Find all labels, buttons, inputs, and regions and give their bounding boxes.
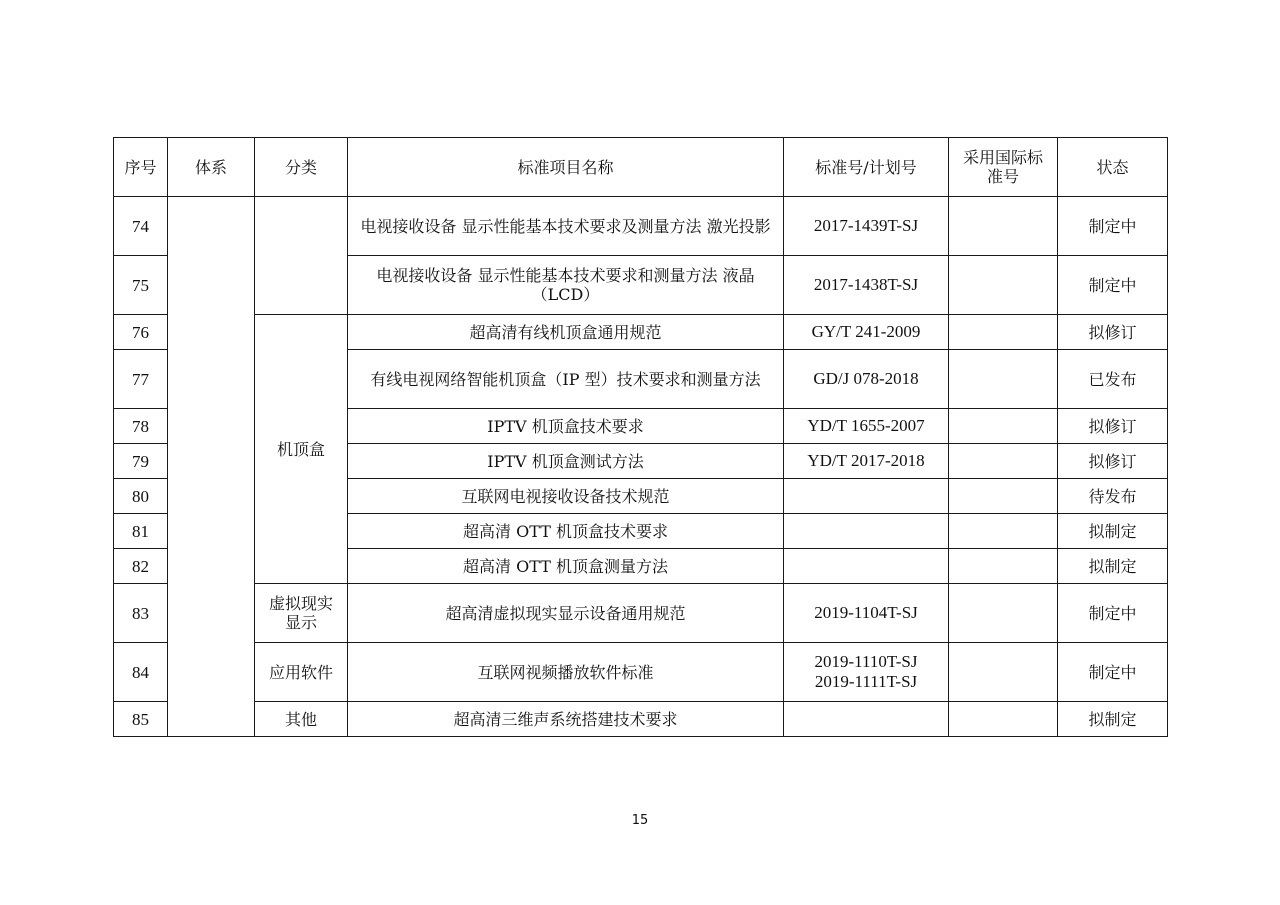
- cell-seq: 83: [114, 584, 168, 643]
- cell-status: 拟制定: [1058, 702, 1168, 737]
- cell-intl: [949, 584, 1058, 643]
- cell-code: 2017-1439T-SJ: [784, 197, 949, 256]
- cell-name: 超高清三维声系统搭建技术要求: [348, 702, 784, 737]
- cell-category: 虚拟现实显示: [255, 584, 348, 643]
- cell-code: [784, 479, 949, 514]
- cell-code: YD/T 2017-2018: [784, 444, 949, 479]
- cell-intl: [949, 479, 1058, 514]
- table-row: [114, 643, 1168, 702]
- cell-seq: 84: [114, 643, 168, 702]
- cell-seq: 85: [114, 702, 168, 737]
- cell-name: 互联网视频播放软件标准: [348, 643, 784, 702]
- cell-category: 其他: [255, 702, 348, 737]
- cell-code: [784, 702, 949, 737]
- header-code: 标准号/计划号: [784, 138, 949, 197]
- cell-seq: 81: [114, 514, 168, 549]
- header-intl: 采用国际标准号: [949, 138, 1058, 197]
- cell-seq: 80: [114, 479, 168, 514]
- cell-category: 机顶盒: [255, 315, 348, 584]
- cell-name: 互联网电视接收设备技术规范: [348, 479, 784, 514]
- cell-name: 电视接收设备 显示性能基本技术要求及测量方法 激光投影: [348, 197, 784, 256]
- cell-seq: 82: [114, 549, 168, 584]
- header-name: 标准项目名称: [348, 138, 784, 197]
- cell-status: 制定中: [1058, 643, 1168, 702]
- cell-name: 有线电视网络智能机顶盒（IP 型）技术要求和测量方法: [348, 350, 784, 409]
- cell-code: [784, 643, 949, 702]
- cell-status: 拟制定: [1058, 514, 1168, 549]
- header-category: 分类: [255, 138, 348, 197]
- cell-system: [168, 197, 255, 737]
- cell-code: 2019-1104T-SJ: [784, 584, 949, 643]
- cell-name: IPTV 机顶盒技术要求: [348, 409, 784, 444]
- cell-seq: 76: [114, 315, 168, 350]
- table-row: [114, 197, 1168, 256]
- cell-intl: [949, 197, 1058, 256]
- cell-status: 制定中: [1058, 197, 1168, 256]
- cell-name: 超高清 OTT 机顶盒测量方法: [348, 549, 784, 584]
- cell-name: IPTV 机顶盒测试方法: [348, 444, 784, 479]
- cell-name: 超高清 OTT 机顶盒技术要求: [348, 514, 784, 549]
- cell-seq: 77: [114, 350, 168, 409]
- cell-intl: [949, 549, 1058, 584]
- header-seq: 序号: [114, 138, 168, 197]
- cell-intl: [949, 256, 1058, 315]
- cell-intl: [949, 350, 1058, 409]
- table-row: [114, 702, 1168, 737]
- cell-code: GY/T 241-2009: [784, 315, 949, 350]
- cell-status: 拟修订: [1058, 444, 1168, 479]
- cell-status: 已发布: [1058, 350, 1168, 409]
- cell-status: 制定中: [1058, 584, 1168, 643]
- cell-intl: [949, 702, 1058, 737]
- cell-seq: 75: [114, 256, 168, 315]
- header-status: 状态: [1058, 138, 1168, 197]
- cell-name: 超高清有线机顶盒通用规范: [348, 315, 784, 350]
- cell-category: 应用软件: [255, 643, 348, 702]
- cell-intl: [949, 315, 1058, 350]
- cell-status: 拟修订: [1058, 409, 1168, 444]
- cell-seq: 78: [114, 409, 168, 444]
- cell-status: 制定中: [1058, 256, 1168, 315]
- cell-intl: [949, 409, 1058, 444]
- cell-name: 电视接收设备 显示性能基本技术要求和测量方法 液晶（LCD）: [348, 256, 784, 315]
- cell-intl: [949, 514, 1058, 549]
- cell-name: 超高清虚拟现实显示设备通用规范: [348, 584, 784, 643]
- cell-code: GD/J 078-2018: [784, 350, 949, 409]
- cell-status: 拟制定: [1058, 549, 1168, 584]
- cell-status: 待发布: [1058, 479, 1168, 514]
- cell-code: [784, 514, 949, 549]
- table-row: [114, 584, 1168, 643]
- cell-seq: 74: [114, 197, 168, 256]
- cell-intl: [949, 643, 1058, 702]
- header-system: 体系: [168, 138, 255, 197]
- cell-status: 拟修订: [1058, 315, 1168, 350]
- page-number: 15: [631, 813, 649, 828]
- table-header-row: [114, 138, 1168, 197]
- standards-table: [113, 137, 1168, 737]
- cell-category-empty: [255, 197, 348, 315]
- cell-seq: 79: [114, 444, 168, 479]
- code-line: 2019-1110T-SJ: [814, 652, 918, 671]
- cell-intl: [949, 444, 1058, 479]
- cell-code: [784, 549, 949, 584]
- code-line: 2019-1111T-SJ: [814, 672, 918, 691]
- cell-code: 2017-1438T-SJ: [784, 256, 949, 315]
- cell-code: YD/T 1655-2007: [784, 409, 949, 444]
- table-row: [114, 315, 1168, 350]
